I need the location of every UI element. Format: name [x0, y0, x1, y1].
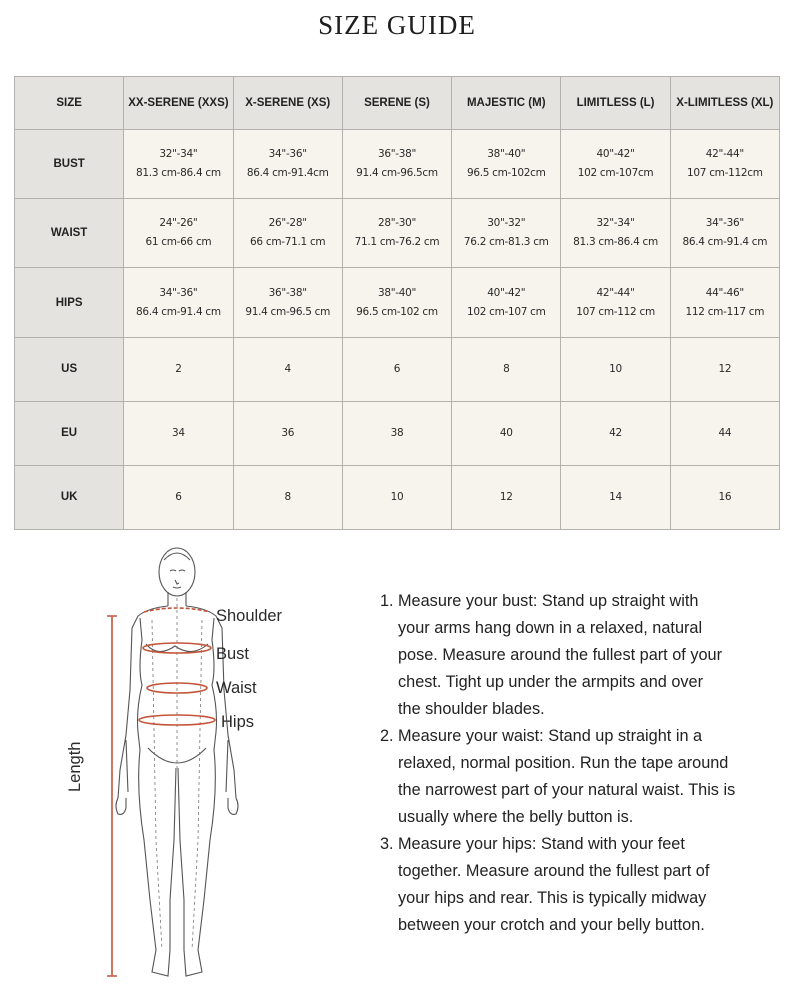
instruction-item: 2. Measure your waist: Stand up straight in a relaxed, normal position. Run the tape around the narrowest part of your natural waist. This is usually where the belly button is.	[380, 727, 736, 826]
table-row-eu	[15, 401, 780, 465]
table-cell: 10	[561, 337, 670, 401]
table-cell: 10	[342, 465, 451, 529]
row-header: EU	[15, 401, 124, 465]
table-cell: 8	[452, 337, 561, 401]
measurement-instructions	[378, 588, 788, 939]
column-header: X-SERENE (XS)	[233, 77, 342, 130]
table-row-waist	[15, 199, 780, 268]
table-cell: 36	[233, 401, 342, 465]
row-header: UK	[15, 465, 124, 529]
table-cell: 34	[124, 401, 233, 465]
table-cell: 42"-44" 107 cm-112cm	[670, 130, 779, 199]
label-shoulder: Shoulder	[216, 607, 283, 625]
body-measurement-figure	[66, 540, 308, 990]
row-header: US	[15, 337, 124, 401]
label-waist: Waist	[216, 679, 257, 697]
column-header: SERENE (S)	[342, 77, 451, 130]
table-cell: 40"-42" 102 cm-107cm	[561, 130, 670, 199]
column-header: LIMITLESS (L)	[561, 77, 670, 130]
label-length: Length	[66, 741, 84, 792]
table-cell: 14	[561, 465, 670, 529]
table-cell: 36"-38" 91.4 cm-96.5cm	[342, 130, 451, 199]
corner-header: SIZE	[15, 77, 124, 130]
size-chart-table	[14, 76, 780, 530]
table-cell: 30"-32" 76.2 cm-81.3 cm	[452, 199, 561, 268]
table-cell: 8	[233, 465, 342, 529]
table-cell: 28"-30" 71.1 cm-76.2 cm	[342, 199, 451, 268]
table-cell: 36"-38" 91.4 cm-96.5 cm	[233, 268, 342, 337]
table-cell: 44"-46" 112 cm-117 cm	[670, 268, 779, 337]
instruction-item: 3. Measure your hips: Stand with your feet together. Measure around the fullest part of your hips and rear. This is typically midway between your crotch and your belly button.	[380, 835, 710, 934]
column-header: X-LIMITLESS (XL)	[670, 77, 779, 130]
table-cell: 42"-44" 107 cm-112 cm	[561, 268, 670, 337]
row-header: HIPS	[15, 268, 124, 337]
table-cell: 26"-28" 66 cm-71.1 cm	[233, 199, 342, 268]
table-cell: 38"-40" 96.5 cm-102cm	[452, 130, 561, 199]
table-cell: 34"-36" 86.4 cm-91.4cm	[233, 130, 342, 199]
table-cell: 44	[670, 401, 779, 465]
table-cell: 2	[124, 337, 233, 401]
table-cell: 12	[452, 465, 561, 529]
table-cell: 6	[124, 465, 233, 529]
table-cell: 40"-42" 102 cm-107 cm	[452, 268, 561, 337]
label-bust: Bust	[216, 645, 250, 663]
table-header-row	[15, 77, 780, 130]
table-cell: 4	[233, 337, 342, 401]
table-cell: 12	[670, 337, 779, 401]
table-cell: 32"-34" 81.3 cm-86.4 cm	[561, 199, 670, 268]
table-cell: 42	[561, 401, 670, 465]
page-title: SIZE GUIDE	[318, 10, 476, 40]
instruction-item: 1. Measure your bust: Stand up straight with your arms hang down in a relaxed, natural pose. Measure around the fullest part of your chest. Tight up under the armpits and over the shoulder blades.	[380, 592, 723, 718]
table-row-bust	[15, 130, 780, 199]
table-cell: 40	[452, 401, 561, 465]
row-header: BUST	[15, 130, 124, 199]
table-row-hips	[15, 268, 780, 337]
table-cell: 34"-36" 86.4 cm-91.4 cm	[670, 199, 779, 268]
table-row-us	[15, 337, 780, 401]
column-header: XX-SERENE (XXS)	[124, 77, 233, 130]
table-cell: 24"-26" 61 cm-66 cm	[124, 199, 233, 268]
column-header: MAJESTIC (M)	[452, 77, 561, 130]
table-cell: 32"-34" 81.3 cm-86.4 cm	[124, 130, 233, 199]
table-cell: 16	[670, 465, 779, 529]
table-row-uk	[15, 465, 780, 529]
table-cell: 34"-36" 86.4 cm-91.4 cm	[124, 268, 233, 337]
label-hips: Hips	[221, 713, 255, 731]
row-header: WAIST	[15, 199, 124, 268]
table-cell: 38"-40" 96.5 cm-102 cm	[342, 268, 451, 337]
table-cell: 6	[342, 337, 451, 401]
table-cell: 38	[342, 401, 451, 465]
